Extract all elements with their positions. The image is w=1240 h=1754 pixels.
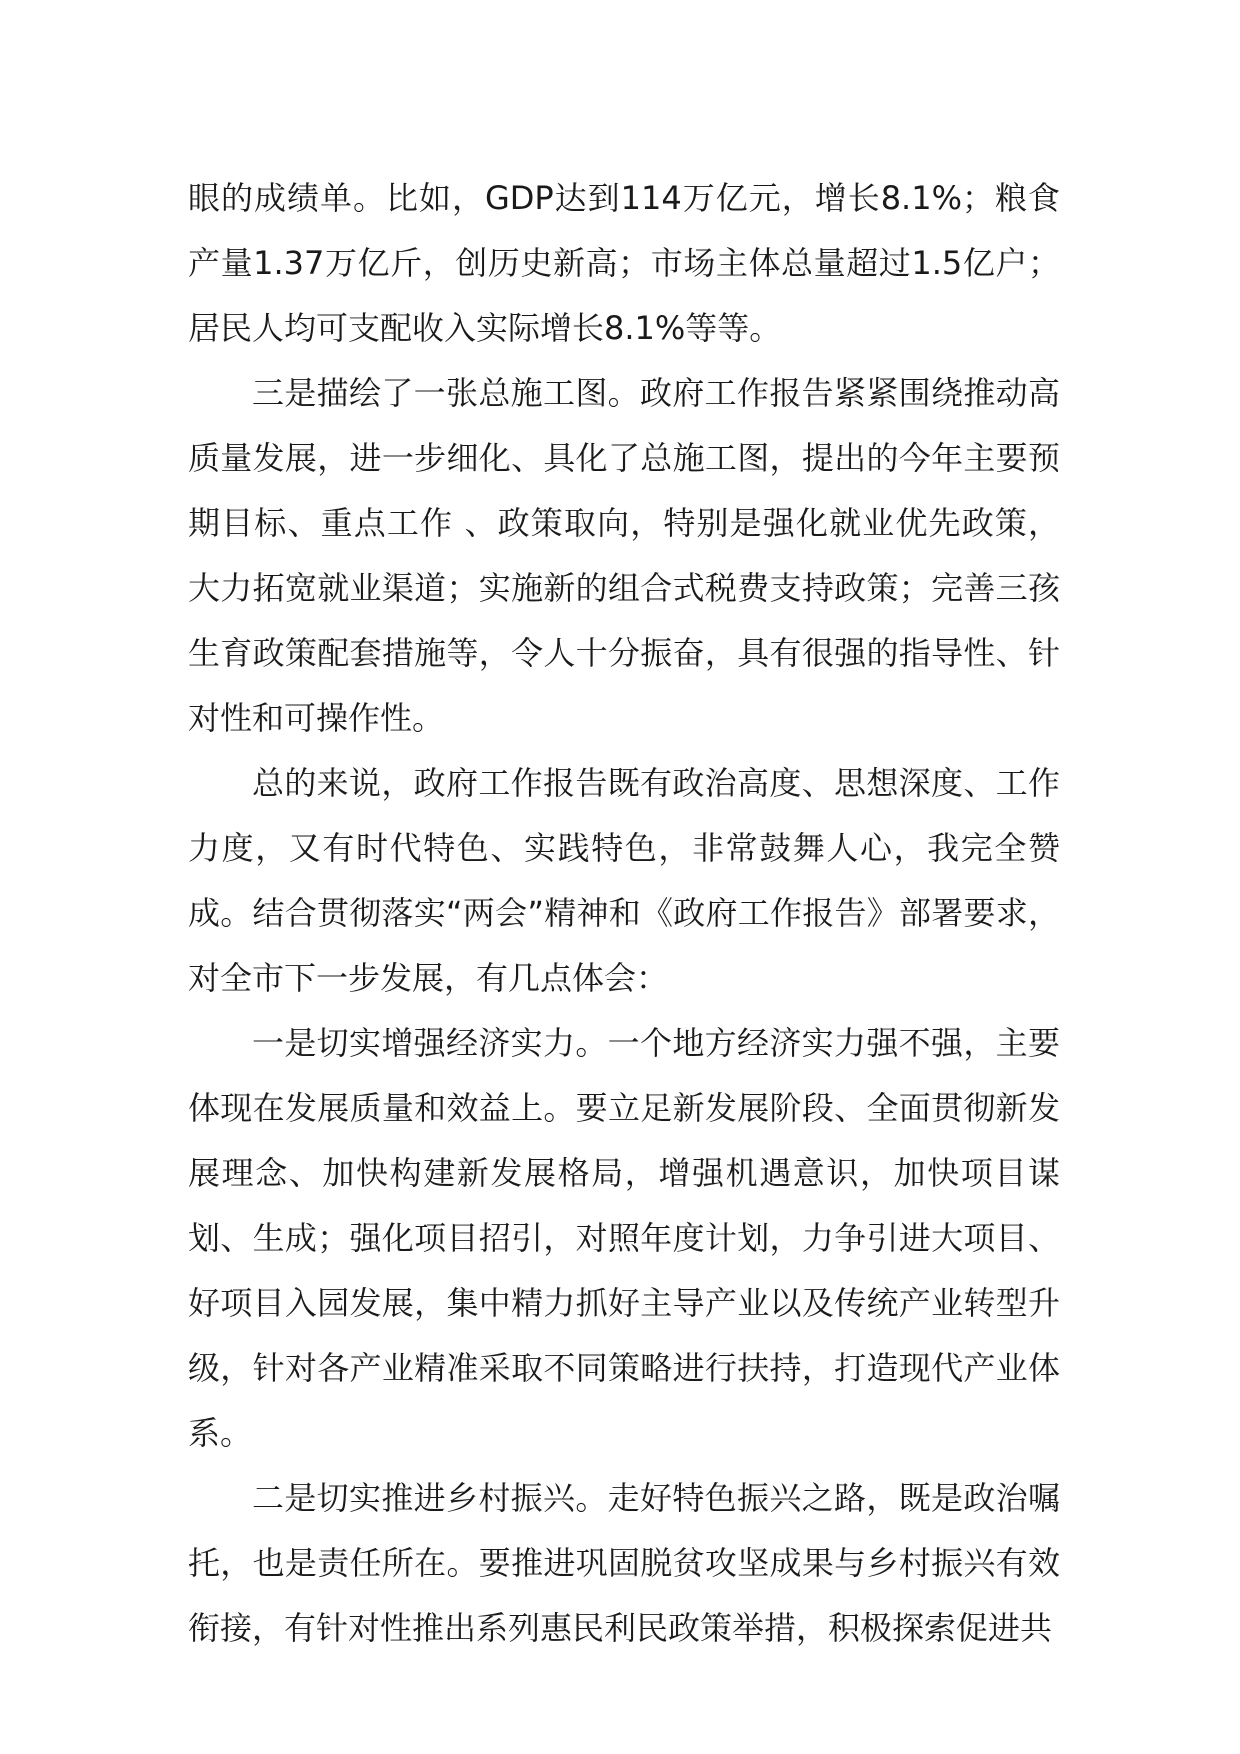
paragraph-rural-revitalization: 二是切实推进乡村振兴。走好特色振兴之路，既是政治嘱托，也是责任所在。要推进巩固脱贫攻坚成果与乡村振兴有效衔接，有针对性推出系列惠民利民政策举措，积极探索促进共: [188, 1479, 1060, 1647]
paragraph-economic-strength: 一是切实增强经济实力。一个地方经济实力强不强，主要体现在发展质量和效益上。要立足新发展阶段、全面贯彻新发展理念、加快构建新发展格局，增强机遇意识，加快项目谋划、生成；强化项目招引，对照年度计划，力争引进大项目、好项目入园发展，集中精力抓好主导产业以及传统产业转型升级，针对各产业精准采取不同策略进行扶持，打造现代产业体系。: [188, 1024, 1060, 1452]
paragraph-summary: 总的来说，政府工作报告既有政治高度、思想深度、工作力度，又有时代特色、实践特色，非常鼓舞人心，我完全赞成。结合贯彻落实“两会”精神和《政府工作报告》部署要求，对全市下一步发展，有几点体会：: [188, 764, 1060, 997]
document-body: [188, 166, 1060, 1661]
paragraph-construction-plan: 三是描绘了一张总施工图。政府工作报告紧紧围绕推动高质量发展，进一步细化、具化了总施工图，提出的今年主要预期目标、重点工作 、政策取向，特别是强化就业优先政策，大力拓宽就业渠道；实施新的组合式税费支持政策；完善三孩生育政策配套措施等，令人十分振奋，具有很强的指导性、针对性和可操作性。: [188, 374, 1060, 737]
paragraph-gdp-results: 眼的成绩单。比如，GDP达到114万亿元，增长8.1%；粮食产量1.37万亿斤，创历史新高；市场主体总量超过1.5亿户；居民人均可支配收入实际增长8.1%等等。: [188, 179, 1060, 347]
